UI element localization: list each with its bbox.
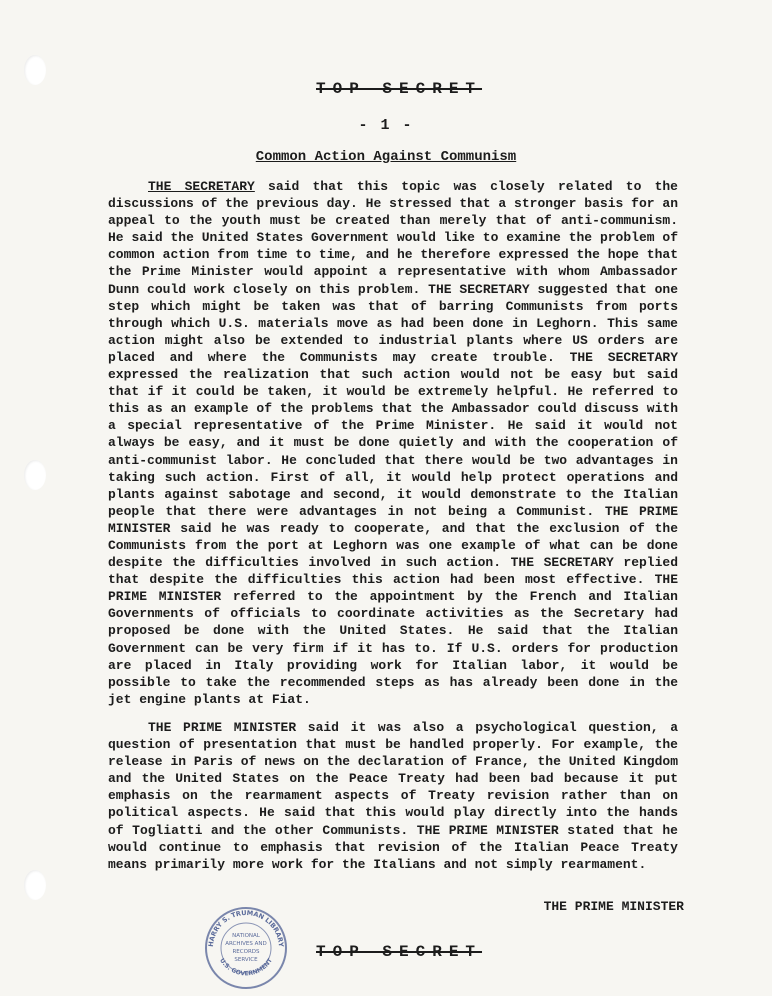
continuation-text: THE PRIME MINISTER (543, 899, 684, 914)
stamp-line-3: RECORDS (232, 949, 260, 955)
paragraph-1-text: said that this topic was closely related to the discussions of the previous day. He stressed that a stronger basis for an appeal to the youth must be created than merely that of anti-communism. He said the United States Government would like to examine the problem of common action from time to time, and he therefore expressed the hope that the Prime Minister would appoint a representative with whom Ambassador Dunn could work closely on this problem. THE SECRETARY suggested that one step which might be taken was that of barring Communists from ports through which U.S. materials move as had been done in Leghorn. This same action might also be extended to industrial plants where US orders are placed and where the Communists may create trouble. THE SECRETARY expressed the realization that such action would not be easy but said that if it could be taken, it would be extremely helpful. He referred to this as an example of the problems that the Ambassador could discuss with a special representative of the Prime Minister. He said it would not always be easy, and it must be done quietly and with the cooperation of anti-communist labor. He concluded that there would be two advantages in taking such action. First of all, it would help protect operations and plants against sabotage and second, it would demonstrate to the Italian people that there were advantages in not being a Communist. THE PRIME MINISTER said he was ready to cooperate, and that the exclusion of the Communists from the port at Leghorn was one example of what can be done despite the difficulties involved in such action. THE SECRETARY replied that despite the difficulties this action had been most effective. THE PRIME MINISTER referred to the appointment by the French and Italian Governments of officials to coordinate activities as the Secretary had proposed be done with the United States. He said that the Italian Government can be very firm if it has to. If U.S. orders for production are placed in Italy providing work for Italian labor, it would be possible to take the recommended steps as has already been done in the jet engine plants at Fiat. (108, 179, 678, 707)
paragraph-1-speaker: THE SECRETARY (148, 179, 255, 194)
stamp-line-1: NATIONAL (232, 933, 260, 939)
stamp-line-4: SERVICE (234, 957, 258, 963)
classification-footer: TOP SECRET (316, 943, 483, 961)
stamp-bottom-text: U.S. GOVERNMENT (218, 957, 274, 978)
punch-hole-bottom (24, 870, 46, 900)
classification-header: TOP SECRET (316, 80, 483, 98)
paragraph-1 (108, 178, 678, 708)
paragraph-2-text: THE PRIME MINISTER said it was also a psychological question, a question of presentation that must be handled properly. For example, the release in Paris of news on the declaration of France, the United Kingdom and the United States on the Peace Treaty had been bad because it put emphasis on the rearmament aspects of Treaty revision rather than on political aspects. He said that this would play directly into the hands of Togliatti and the other Communists. THE PRIME MINISTER stated that he would continue to emphasis that revision of the Italian Peace Treaty means primarily more work for the Italians and not simply rearmament. (108, 720, 678, 872)
stamp-line-2: ARCHIVES AND (225, 941, 267, 947)
page-number: - 1 - (358, 117, 414, 134)
stamp-outer-text: HARRY S. TRUMAN LIBRARY (206, 908, 286, 948)
section-title: Common Action Against Communism (255, 149, 517, 165)
paragraph-2 (108, 719, 678, 873)
punch-hole-top (24, 55, 46, 85)
punch-hole-middle (24, 460, 46, 490)
archives-stamp (203, 905, 289, 991)
